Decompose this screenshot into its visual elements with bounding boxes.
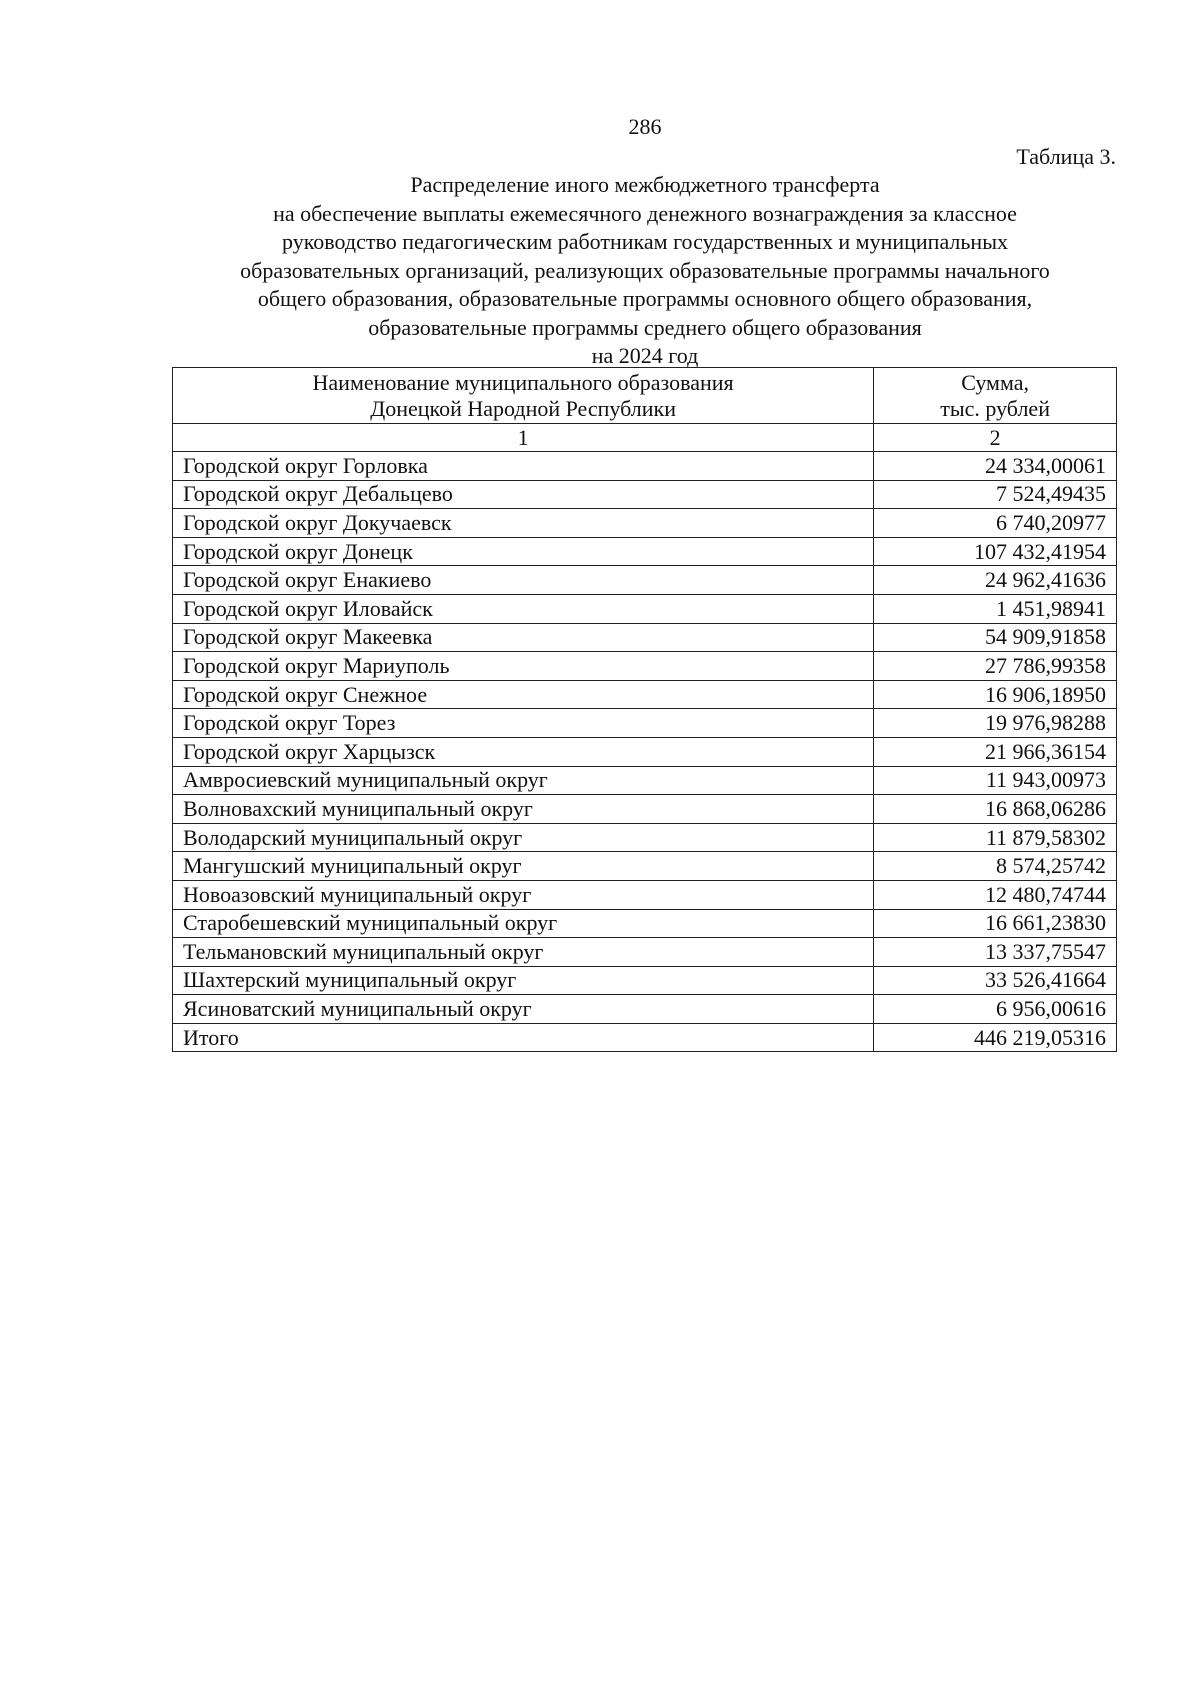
table-row [173,880,1117,909]
table-row [173,766,1117,795]
amount-value: 16 661,23830 [874,909,1117,938]
municipality-name: Новоазовский муниципальный округ [173,880,874,909]
amount-value: 19 976,98288 [874,709,1117,738]
column-number: 2 [874,424,1117,452]
table-row [173,737,1117,766]
municipality-name: Волновахский муниципальный округ [173,795,874,824]
amount-value: 8 574,25742 [874,852,1117,881]
table-row [173,909,1117,938]
title-line: на 2024 год [591,343,699,368]
page-number: 286 [628,114,662,139]
column-number-row [173,424,1117,452]
municipality-name: Городской округ Иловайск [173,594,874,623]
table-row [173,852,1117,881]
column-header-name-line1: Наименование муниципального образования [312,369,734,395]
amount-value: 11 943,00973 [874,766,1117,795]
municipality-name: Городской округ Енакиево [173,566,874,595]
title-line: общего образования, образовательные программы основного общего образования, [257,286,1033,311]
title-line: образовательных организаций, реализующих образовательные программы начального [240,257,1050,283]
municipality-name: Шахтерский муниципальный округ [173,966,874,995]
municipality-name: Городской округ Снежное [173,680,874,709]
table-row [173,452,1117,481]
title-line: на обеспечение выплаты ежемесячного денежного вознаграждения за классное [273,200,1017,226]
amount-value: 11 879,58302 [874,823,1117,852]
amount-value: 12 480,74744 [874,880,1117,909]
municipality-name: Ясиноватский муниципальный округ [173,995,874,1024]
table-title [150,171,1140,371]
amount-value: 107 432,41954 [874,537,1117,566]
table-row [173,537,1117,566]
municipality-name: Городской округ Мариуполь [173,652,874,681]
table-row [173,966,1117,995]
total-sum: 446 219,05316 [874,1023,1117,1052]
amount-value: 33 526,41664 [874,966,1117,995]
column-number: 1 [173,424,874,452]
title-line: Распределение иного межбюджетного трансферта [410,172,880,197]
column-header-name-line2: Донецкой Народной Республики [370,395,676,421]
municipality-name: Городской округ Макеевка [173,623,874,652]
municipality-name: Володарский муниципальный округ [173,823,874,852]
table-body [173,452,1117,1052]
municipality-name: Городской округ Донецк [173,537,874,566]
municipality-name: Мангушский муниципальный округ [173,852,874,881]
table-header-row [173,368,1117,424]
total-label: Итого [173,1023,874,1052]
municipality-name: Городской округ Харцызск [173,737,874,766]
column-header-name [173,368,874,424]
amount-value: 24 962,41636 [874,566,1117,595]
municipality-name: Городской округ Докучаевск [173,509,874,538]
column-header-sum [874,368,1117,424]
amount-value: 24 334,00061 [874,452,1117,481]
table-row [173,938,1117,967]
amount-value: 6 956,00616 [874,995,1117,1024]
total-row [173,1023,1117,1052]
municipality-name: Амвросиевский муниципальный округ [173,766,874,795]
table-row [173,823,1117,852]
municipality-name: Старобешевский муниципальный округ [173,909,874,938]
table-row [173,509,1117,538]
table-row [173,623,1117,652]
table-row [173,709,1117,738]
amount-value: 7 524,49435 [874,480,1117,509]
municipality-name: Тельмановский муниципальный округ [173,938,874,967]
amount-value: 16 906,18950 [874,680,1117,709]
title-line: образовательные программы среднего общего образования [368,314,922,340]
table-row [173,680,1117,709]
municipality-name: Городской округ Торез [173,709,874,738]
column-header-sum-line2: тыс. рублей [940,395,1050,421]
amount-value: 27 786,99358 [874,652,1117,681]
column-header-sum-line1: Сумма, [961,369,1029,395]
amount-value: 1 451,98941 [874,594,1117,623]
distribution-table [172,367,1117,1052]
amount-value: 6 740,20977 [874,509,1117,538]
amount-value: 13 337,75547 [874,938,1117,967]
municipality-name: Городской округ Горловка [173,452,874,481]
title-line: руководство педагогическим работникам государственных и муниципальных [282,229,1008,254]
table-row [173,795,1117,824]
municipality-name: Городской округ Дебальцево [173,480,874,509]
amount-value: 21 966,36154 [874,737,1117,766]
table-row [173,594,1117,623]
amount-value: 54 909,91858 [874,623,1117,652]
table-row [173,480,1117,509]
table-row [173,566,1117,595]
table-row [173,652,1117,681]
table-row [173,995,1117,1024]
amount-value: 16 868,06286 [874,795,1117,824]
table-label: Таблица 3. [1016,144,1116,169]
